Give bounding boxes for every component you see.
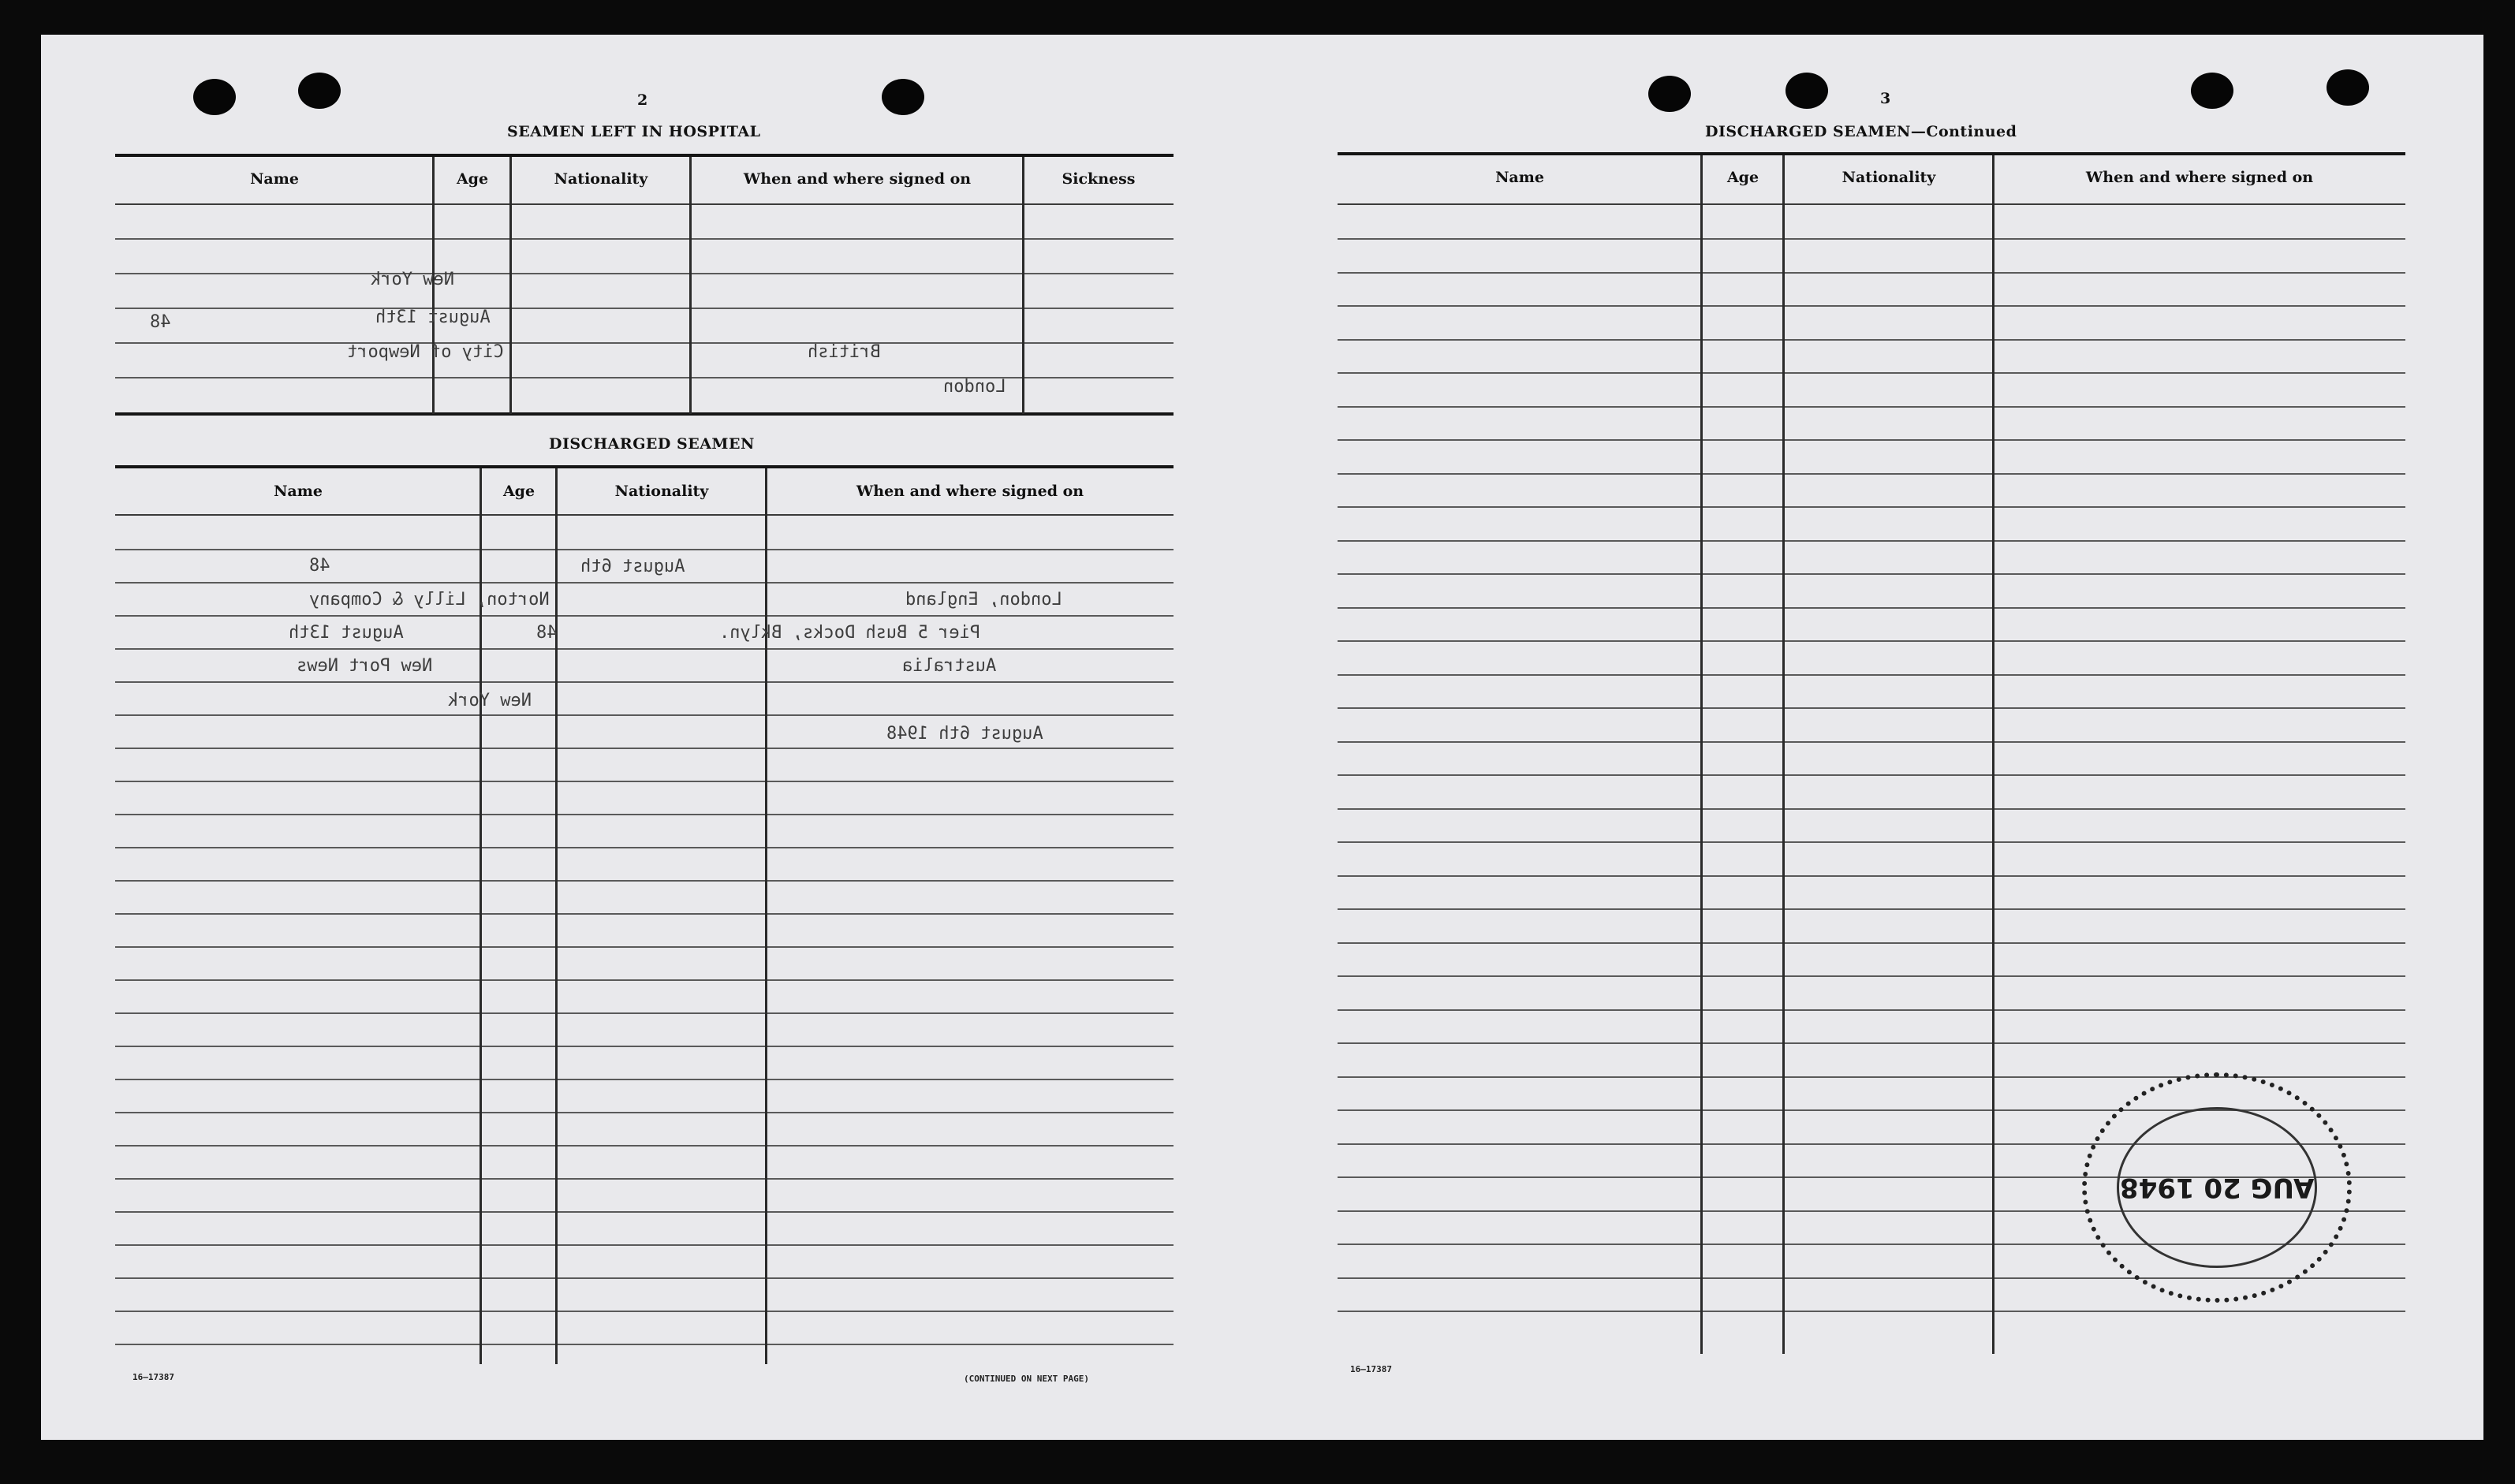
ruled-line	[115, 1178, 1174, 1180]
ruled-line	[1338, 975, 2405, 977]
page-number-right: 3	[1880, 90, 1891, 107]
ruled-line	[1338, 942, 2405, 944]
customs-stamp	[2082, 1072, 2352, 1303]
ruled-line	[115, 238, 1174, 240]
right-table-top-rule	[1338, 152, 2405, 155]
ruled-line	[115, 342, 1174, 344]
ruled-line	[115, 648, 1174, 650]
discharged-col-nationality: Nationality	[614, 483, 709, 500]
right-col-divider	[1782, 155, 1785, 1354]
discharged-table-top-rule	[115, 465, 1174, 468]
showthrough-text: London, England	[905, 590, 1062, 610]
ruled-line	[115, 681, 1174, 683]
ruled-line	[1338, 1042, 2405, 1044]
ruled-line	[1338, 674, 2405, 676]
ruled-line	[115, 1112, 1174, 1113]
discharged-col-name: Name	[274, 483, 323, 500]
discharged-header-rule	[115, 514, 1174, 516]
ruled-line	[115, 979, 1174, 981]
discharged-col-age: Age	[502, 483, 535, 500]
punch-hole	[2191, 73, 2233, 109]
stamp-date: AUG 20 1948	[2119, 1172, 2315, 1203]
ruled-line	[1338, 607, 2405, 609]
ruled-line	[115, 847, 1174, 848]
hospital-col-nationality: Nationality	[554, 170, 648, 188]
form-number-left: 16—17387	[132, 1372, 174, 1382]
ruled-line	[1338, 339, 2405, 341]
punch-hole	[1648, 76, 1691, 112]
hospital-col-name: Name	[250, 170, 299, 188]
ruled-line	[115, 273, 1174, 274]
ruled-line	[1338, 707, 2405, 709]
ruled-line	[115, 748, 1174, 749]
ruled-line	[1338, 372, 2405, 374]
ruled-line	[1338, 741, 2405, 743]
right-col-age: Age	[1726, 169, 1759, 186]
ruled-line	[1338, 406, 2405, 408]
ruled-line	[1338, 908, 2405, 910]
hospital-section-title: SEAMEN LEFT IN HOSPITAL	[507, 123, 761, 140]
discharged-col-divider	[765, 468, 767, 1364]
right-col-divider	[1992, 155, 1994, 1354]
showthrough-text: August 13th	[375, 308, 491, 327]
showthrough-text: City of Newport	[347, 342, 504, 362]
hospital-table-top-rule	[115, 154, 1174, 157]
page-number-left: 2	[637, 91, 648, 109]
form-number-right: 16—17387	[1350, 1364, 1392, 1374]
punch-hole	[193, 79, 236, 115]
ruled-line	[1338, 305, 2405, 307]
discharged-section-title: DISCHARGED SEAMEN	[549, 435, 755, 453]
ruled-line	[115, 582, 1174, 584]
ruled-line	[115, 549, 1174, 550]
ruled-line	[115, 880, 1174, 882]
hospital-col-age: Age	[456, 170, 489, 188]
showthrough-text: August 6th 1948	[886, 724, 1043, 744]
ruled-line	[115, 1244, 1174, 1246]
ruled-line	[115, 1277, 1174, 1279]
showthrough-text: Pier 5 Bush Docks, Bklyn.	[719, 623, 981, 643]
ruled-line	[1338, 238, 2405, 240]
showthrough-text: August 6th	[580, 557, 685, 576]
showthrough-text: London	[943, 377, 1006, 397]
ruled-line	[1338, 506, 2405, 508]
discharged-col-divider	[555, 468, 558, 1364]
ruled-line	[1338, 841, 2405, 843]
ruled-line	[1338, 808, 2405, 810]
ruled-line	[1338, 439, 2405, 441]
ruled-line	[115, 946, 1174, 948]
hospital-table-bottom-rule	[115, 412, 1174, 416]
hospital-col-signed-on: When and where signed on	[743, 170, 972, 188]
continued-note: (CONTINUED ON NEXT PAGE)	[964, 1374, 1089, 1384]
showthrough-text: New York	[448, 691, 532, 710]
ruled-line	[115, 1311, 1174, 1312]
ruled-line	[115, 1344, 1174, 1345]
showthrough-text: New Port News	[297, 656, 433, 676]
showthrough-text: 48	[309, 556, 330, 576]
ruled-line	[1338, 774, 2405, 776]
ruled-line	[1338, 875, 2405, 877]
ruled-line	[1338, 473, 2405, 475]
hospital-col-divider	[689, 157, 692, 414]
ruled-line	[115, 1079, 1174, 1080]
ruled-line	[115, 714, 1174, 716]
ruled-line	[1338, 1311, 2405, 1312]
ruled-line	[115, 913, 1174, 915]
right-col-divider	[1700, 155, 1703, 1354]
showthrough-text: 48	[150, 312, 171, 332]
ruled-line	[1338, 573, 2405, 575]
ruled-line	[115, 1046, 1174, 1047]
ruled-line	[115, 781, 1174, 782]
right-col-nationality: Nationality	[1841, 169, 1936, 186]
showthrough-text: 48	[536, 623, 558, 643]
ruled-line	[1338, 1009, 2405, 1011]
showthrough-text: New York	[371, 270, 454, 289]
hospital-col-divider	[1022, 157, 1024, 414]
continued-section-title: DISCHARGED SEAMEN—Continued	[1705, 123, 2017, 140]
ruled-line	[115, 377, 1174, 378]
ruled-line	[1338, 640, 2405, 642]
right-header-rule	[1338, 203, 2405, 205]
ruled-line	[115, 308, 1174, 309]
ruled-line	[115, 1211, 1174, 1213]
right-col-name: Name	[1495, 169, 1544, 186]
ruled-line	[1338, 272, 2405, 274]
hospital-col-divider	[509, 157, 512, 414]
ruled-line	[115, 1012, 1174, 1014]
ruled-line	[115, 814, 1174, 815]
hospital-col-sickness: Sickness	[1062, 170, 1136, 188]
right-col-signed-on: When and where signed on	[2085, 169, 2314, 186]
ruled-line	[1338, 540, 2405, 542]
discharged-col-signed-on: When and where signed on	[856, 483, 1084, 500]
punch-hole	[1786, 73, 1828, 109]
showthrough-text: Australia	[902, 656, 997, 676]
punch-hole	[882, 79, 924, 115]
hospital-header-rule	[115, 203, 1174, 205]
showthrough-text: British	[808, 342, 881, 362]
showthrough-text: August 13th	[289, 623, 404, 643]
punch-hole	[2327, 69, 2369, 106]
ruled-line	[115, 1145, 1174, 1147]
ruled-line	[115, 615, 1174, 617]
customs-stamp-inner	[2117, 1107, 2317, 1268]
punch-hole	[298, 73, 341, 109]
showthrough-text: Norton, Lilly & Company	[309, 590, 550, 610]
